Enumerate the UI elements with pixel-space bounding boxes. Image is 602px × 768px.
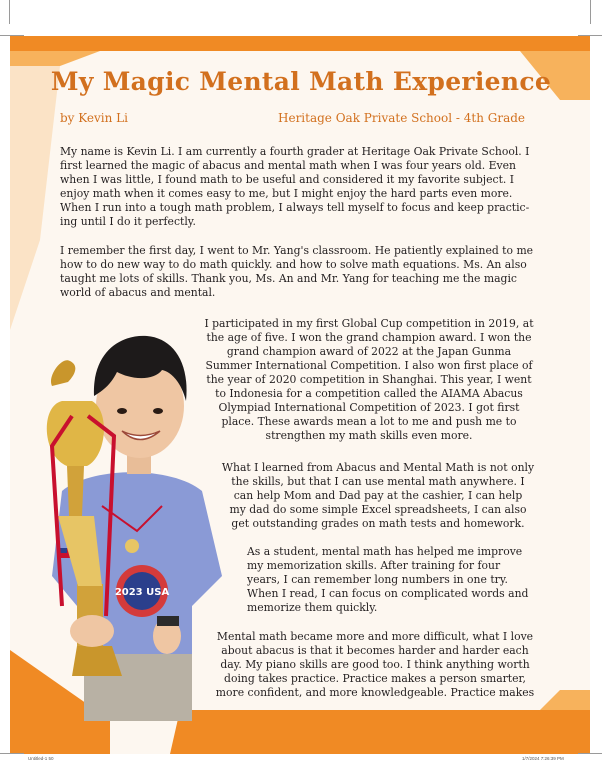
practice-paragraph: Mental math became more and more difficult, what I love about abacus is that it becomes harder and harder each day. My piano skills are good too. I think anything worth doing takes practice. Practice makes a person smarter, more confident, and more knowledgeable. Practice makes	[215, 630, 535, 699]
memory-paragraph: As a student, mental math has helped me improve my memorization skills. After training for four years, I can remember long numbers in one try. When I read, I can focus on complicated words and memorize them quickly.	[247, 545, 529, 614]
page-title: My Magic Mental Math Experience	[50, 67, 552, 96]
boy-with-trophy-photo	[22, 316, 237, 721]
author-byline: by Kevin Li	[60, 111, 128, 125]
shirt-logo-text: 2023 USA	[114, 587, 170, 598]
footer-file-info: Untitled-1 50	[28, 756, 54, 761]
first-day-paragraph: I remember the first day, I went to Mr. Yang's classroom. He patiently explained to me how to do new way to do math quickly. and how to solve math equations. Ms. An also taught me lots of skills. Thank you, Ms. An and Mr. Yang for teaching me the magic world of abacus and mental.	[60, 244, 534, 299]
crop-mark	[578, 753, 602, 754]
competition-paragraph: I participated in my first Global Cup competition in 2019, at the age of five. I won the grand champion award. I won the grand champion award of 2022 at the Japan Gunma Summer International Competition. I also won first place of the year of 2020 competition in Shanghai. This year, I went to Indonesia for a competition called the AIAMA Abacus Olympiad International Competition of 2023. I got first place. These awards mean a lot to me and push me to strengthen my math skills even more.	[204, 317, 534, 442]
crop-mark	[590, 0, 591, 24]
crop-mark	[0, 35, 24, 36]
learned-paragraph: What I learned from Abacus and Mental Math is not only the skills, but that I can use mental math anywhere. I can help Mom and Dad pay at the cashier, I can help my dad do some simple Excel spreadsheets, I can also get outstanding grades on math tests and homework.	[221, 461, 535, 530]
crop-mark	[578, 35, 602, 36]
school-byline: Heritage Oak Private School - 4th Grade	[278, 111, 526, 125]
crop-mark	[0, 753, 24, 754]
footer-timestamp: 1/7/2024 7:26:39 PM	[522, 756, 564, 761]
crop-mark	[9, 0, 10, 24]
intro-paragraph: My name is Kevin Li. I am currently a fourth grader at Heritage Oak Private School. I first learned the magic of abacus and mental math when I was four years old. Even when I was little, I found math to be useful and considered it my favorite subject. I enjoy math when it comes easy to me, but I might enjoy the hard parts even more. When I run into a tough math problem, I always tell myself to focus and keep practic- ing until I do it perfectly.	[60, 145, 530, 228]
